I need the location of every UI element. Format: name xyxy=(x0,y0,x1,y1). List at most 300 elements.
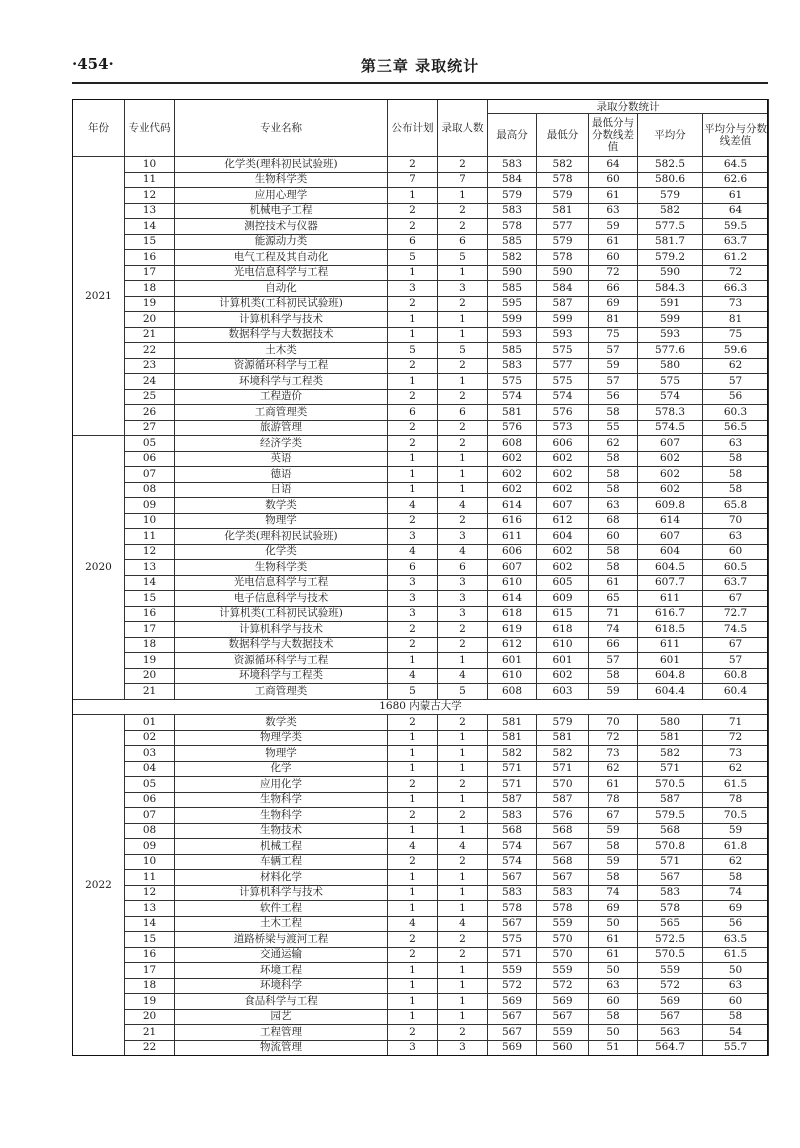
name-cell: 物理学 xyxy=(175,746,388,762)
min-cell: 576 xyxy=(537,405,589,421)
name-cell: 材料化学 xyxy=(175,870,388,886)
plan-cell: 4 xyxy=(388,668,438,684)
avg-cell: 604 xyxy=(638,544,703,560)
avg-diff-cell: 61 xyxy=(703,188,769,204)
code-cell: 17 xyxy=(125,622,175,638)
code-cell: 05 xyxy=(125,777,175,793)
table-row xyxy=(73,1025,769,1041)
min-diff-cell: 55 xyxy=(589,420,638,436)
name-cell: 工程管理 xyxy=(175,1025,388,1041)
table-row xyxy=(73,591,769,607)
min-diff-cell: 60 xyxy=(589,529,638,545)
min-diff-cell: 57 xyxy=(589,653,638,669)
min-diff-cell: 59 xyxy=(589,854,638,870)
avg-cell: 570.5 xyxy=(638,947,703,963)
avg-cell: 577.5 xyxy=(638,219,703,235)
admitted-cell: 1 xyxy=(438,994,488,1010)
min-diff-cell: 59 xyxy=(589,823,638,839)
min-diff-cell: 58 xyxy=(589,560,638,576)
min-cell: 581 xyxy=(537,203,589,219)
max-cell: 567 xyxy=(488,1025,537,1041)
admitted-cell: 1 xyxy=(438,746,488,762)
code-cell: 12 xyxy=(125,188,175,204)
max-cell: 568 xyxy=(488,823,537,839)
avg-diff-cell: 72 xyxy=(703,265,769,281)
max-cell: 574 xyxy=(488,389,537,405)
avg-cell: 572.5 xyxy=(638,932,703,948)
code-cell: 12 xyxy=(125,885,175,901)
code-cell: 11 xyxy=(125,172,175,188)
table-row xyxy=(73,1040,769,1056)
avg-cell: 567 xyxy=(638,1009,703,1025)
min-diff-cell: 50 xyxy=(589,963,638,979)
admitted-cell: 1 xyxy=(438,963,488,979)
min-cell: 559 xyxy=(537,916,589,932)
plan-cell: 4 xyxy=(388,544,438,560)
min-diff-cell: 58 xyxy=(589,1009,638,1025)
min-cell: 612 xyxy=(537,513,589,529)
plan-cell: 5 xyxy=(388,250,438,266)
max-cell: 587 xyxy=(488,792,537,808)
min-cell: 579 xyxy=(537,715,589,731)
plan-cell: 1 xyxy=(388,653,438,669)
max-cell: 576 xyxy=(488,420,537,436)
name-cell: 环境科学 xyxy=(175,978,388,994)
max-cell: 583 xyxy=(488,157,537,173)
avg-cell: 581 xyxy=(638,730,703,746)
avg-diff-cell: 59 xyxy=(703,823,769,839)
min-cell: 574 xyxy=(537,389,589,405)
min-diff-cell: 62 xyxy=(589,761,638,777)
min-diff-cell: 51 xyxy=(589,1040,638,1056)
avg-diff-cell: 67 xyxy=(703,591,769,607)
header-plan: 公布计划 xyxy=(388,100,438,157)
code-cell: 14 xyxy=(125,575,175,591)
plan-cell: 2 xyxy=(388,420,438,436)
min-cell: 559 xyxy=(537,1025,589,1041)
code-cell: 07 xyxy=(125,808,175,824)
min-cell: 578 xyxy=(537,172,589,188)
min-diff-cell: 60 xyxy=(589,250,638,266)
min-cell: 618 xyxy=(537,622,589,638)
table-row xyxy=(73,436,769,452)
table-row xyxy=(73,978,769,994)
min-cell: 602 xyxy=(537,544,589,560)
min-diff-cell: 63 xyxy=(589,498,638,514)
avg-diff-cell: 56 xyxy=(703,916,769,932)
plan-cell: 1 xyxy=(388,730,438,746)
table-row xyxy=(73,529,769,545)
table-row xyxy=(73,653,769,669)
table-row xyxy=(73,901,769,917)
min-diff-cell: 50 xyxy=(589,1025,638,1041)
avg-cell: 602 xyxy=(638,482,703,498)
avg-diff-cell: 60 xyxy=(703,994,769,1010)
table-row xyxy=(73,823,769,839)
min-cell: 603 xyxy=(537,684,589,700)
table-row xyxy=(73,281,769,297)
table-row xyxy=(73,932,769,948)
min-diff-cell: 61 xyxy=(589,932,638,948)
max-cell: 581 xyxy=(488,405,537,421)
max-cell: 579 xyxy=(488,188,537,204)
name-cell: 食品科学与工程 xyxy=(175,994,388,1010)
avg-diff-cell: 63 xyxy=(703,529,769,545)
min-cell: 601 xyxy=(537,653,589,669)
admitted-cell: 2 xyxy=(438,947,488,963)
code-cell: 08 xyxy=(125,823,175,839)
min-diff-cell: 58 xyxy=(589,482,638,498)
avg-diff-cell: 58 xyxy=(703,451,769,467)
avg-diff-cell: 73 xyxy=(703,296,769,312)
admitted-cell: 2 xyxy=(438,436,488,452)
min-cell: 567 xyxy=(537,870,589,886)
avg-cell: 582.5 xyxy=(638,157,703,173)
min-cell: 584 xyxy=(537,281,589,297)
name-cell: 电气工程及其自动化 xyxy=(175,250,388,266)
table-row xyxy=(73,637,769,653)
admitted-cell: 2 xyxy=(438,420,488,436)
avg-cell: 590 xyxy=(638,265,703,281)
min-cell: 567 xyxy=(537,839,589,855)
avg-diff-cell: 59.5 xyxy=(703,219,769,235)
table-row xyxy=(73,234,769,250)
avg-cell: 607 xyxy=(638,529,703,545)
name-cell: 资源循环科学与工程 xyxy=(175,358,388,374)
avg-diff-cell: 69 xyxy=(703,901,769,917)
table-row xyxy=(73,203,769,219)
avg-diff-cell: 63 xyxy=(703,436,769,452)
table-row xyxy=(73,746,769,762)
plan-cell: 2 xyxy=(388,203,438,219)
code-cell: 15 xyxy=(125,932,175,948)
header-year: 年份 xyxy=(73,100,125,157)
code-cell: 12 xyxy=(125,544,175,560)
min-cell: 602 xyxy=(537,451,589,467)
table-row xyxy=(73,730,769,746)
header-admitted: 录取人数 xyxy=(438,100,488,157)
min-cell: 581 xyxy=(537,730,589,746)
avg-cell: 578.3 xyxy=(638,405,703,421)
table-row xyxy=(73,761,769,777)
min-diff-cell: 58 xyxy=(589,451,638,467)
avg-cell: 580.6 xyxy=(638,172,703,188)
table-row xyxy=(73,420,769,436)
avg-diff-cell: 58 xyxy=(703,870,769,886)
header-avg: 平均分 xyxy=(638,114,703,157)
name-cell: 日语 xyxy=(175,482,388,498)
max-cell: 593 xyxy=(488,327,537,343)
plan-cell: 1 xyxy=(388,746,438,762)
plan-cell: 6 xyxy=(388,405,438,421)
university-group-row xyxy=(73,699,769,715)
avg-diff-cell: 61.2 xyxy=(703,250,769,266)
avg-cell: 602 xyxy=(638,451,703,467)
avg-diff-cell: 62 xyxy=(703,761,769,777)
avg-diff-cell: 72.7 xyxy=(703,606,769,622)
min-cell: 575 xyxy=(537,374,589,390)
admitted-cell: 1 xyxy=(438,1009,488,1025)
min-cell: 602 xyxy=(537,668,589,684)
avg-cell: 570.5 xyxy=(638,777,703,793)
min-diff-cell: 60 xyxy=(589,172,638,188)
code-cell: 10 xyxy=(125,157,175,173)
name-cell: 电子信息科学与技术 xyxy=(175,591,388,607)
min-diff-cell: 61 xyxy=(589,575,638,591)
admitted-cell: 3 xyxy=(438,575,488,591)
avg-cell: 579.5 xyxy=(638,808,703,824)
avg-diff-cell: 74 xyxy=(703,885,769,901)
name-cell: 应用化学 xyxy=(175,777,388,793)
admitted-cell: 2 xyxy=(438,1025,488,1041)
code-cell: 21 xyxy=(125,327,175,343)
code-cell: 16 xyxy=(125,947,175,963)
plan-cell: 3 xyxy=(388,591,438,607)
avg-cell: 571 xyxy=(638,854,703,870)
min-cell: 582 xyxy=(537,746,589,762)
max-cell: 599 xyxy=(488,312,537,328)
avg-diff-cell: 61.8 xyxy=(703,839,769,855)
min-diff-cell: 59 xyxy=(589,684,638,700)
table-row xyxy=(73,296,769,312)
admitted-cell: 1 xyxy=(438,482,488,498)
name-cell: 生物科学 xyxy=(175,792,388,808)
max-cell: 574 xyxy=(488,854,537,870)
admitted-cell: 3 xyxy=(438,606,488,622)
avg-cell: 567 xyxy=(638,870,703,886)
min-cell: 610 xyxy=(537,637,589,653)
code-cell: 26 xyxy=(125,405,175,421)
admitted-cell: 6 xyxy=(438,560,488,576)
avg-diff-cell: 54 xyxy=(703,1025,769,1041)
table-row xyxy=(73,498,769,514)
admitted-cell: 5 xyxy=(438,343,488,359)
code-cell: 15 xyxy=(125,234,175,250)
avg-diff-cell: 61.5 xyxy=(703,777,769,793)
plan-cell: 6 xyxy=(388,234,438,250)
year-cell: 2021 xyxy=(73,157,125,436)
table-row xyxy=(73,808,769,824)
plan-cell: 1 xyxy=(388,994,438,1010)
code-cell: 17 xyxy=(125,265,175,281)
plan-cell: 3 xyxy=(388,281,438,297)
code-cell: 18 xyxy=(125,281,175,297)
avg-diff-cell: 72 xyxy=(703,730,769,746)
min-diff-cell: 72 xyxy=(589,265,638,281)
plan-cell: 1 xyxy=(388,265,438,281)
table-row xyxy=(73,606,769,622)
admitted-cell: 1 xyxy=(438,312,488,328)
min-cell: 578 xyxy=(537,901,589,917)
avg-cell: 587 xyxy=(638,792,703,808)
admitted-cell: 6 xyxy=(438,234,488,250)
name-cell: 机械电子工程 xyxy=(175,203,388,219)
min-diff-cell: 61 xyxy=(589,188,638,204)
max-cell: 601 xyxy=(488,653,537,669)
plan-cell: 6 xyxy=(388,560,438,576)
code-cell: 13 xyxy=(125,203,175,219)
table-row xyxy=(73,312,769,328)
max-cell: 559 xyxy=(488,963,537,979)
name-cell: 环境科学与工程类 xyxy=(175,374,388,390)
name-cell: 物理学类 xyxy=(175,730,388,746)
max-cell: 618 xyxy=(488,606,537,622)
avg-diff-cell: 70.5 xyxy=(703,808,769,824)
code-cell: 13 xyxy=(125,560,175,576)
avg-cell: 584.3 xyxy=(638,281,703,297)
plan-cell: 1 xyxy=(388,901,438,917)
name-cell: 生物科学类 xyxy=(175,172,388,188)
min-diff-cell: 56 xyxy=(589,389,638,405)
avg-cell: 563 xyxy=(638,1025,703,1041)
min-cell: 599 xyxy=(537,312,589,328)
plan-cell: 5 xyxy=(388,684,438,700)
plan-cell: 1 xyxy=(388,870,438,886)
avg-cell: 577.6 xyxy=(638,343,703,359)
avg-cell: 611 xyxy=(638,591,703,607)
avg-diff-cell: 78 xyxy=(703,792,769,808)
admission-stats-table xyxy=(72,99,769,1056)
table-row xyxy=(73,188,769,204)
avg-cell: 582 xyxy=(638,203,703,219)
avg-cell: 602 xyxy=(638,467,703,483)
avg-cell: 607 xyxy=(638,436,703,452)
table-row xyxy=(73,482,769,498)
admitted-cell: 1 xyxy=(438,374,488,390)
min-diff-cell: 78 xyxy=(589,792,638,808)
max-cell: 578 xyxy=(488,219,537,235)
avg-diff-cell: 58 xyxy=(703,467,769,483)
avg-diff-cell: 55.7 xyxy=(703,1040,769,1056)
code-cell: 14 xyxy=(125,916,175,932)
avg-cell: 583 xyxy=(638,885,703,901)
min-diff-cell: 59 xyxy=(589,358,638,374)
admitted-cell: 3 xyxy=(438,1040,488,1056)
min-diff-cell: 69 xyxy=(589,901,638,917)
table-row xyxy=(73,265,769,281)
name-cell: 生物技术 xyxy=(175,823,388,839)
admitted-cell: 4 xyxy=(438,668,488,684)
max-cell: 571 xyxy=(488,947,537,963)
plan-cell: 3 xyxy=(388,606,438,622)
table-row xyxy=(73,451,769,467)
name-cell: 物流管理 xyxy=(175,1040,388,1056)
min-diff-cell: 57 xyxy=(589,374,638,390)
plan-cell: 1 xyxy=(388,467,438,483)
name-cell: 软件工程 xyxy=(175,901,388,917)
code-cell: 21 xyxy=(125,1025,175,1041)
name-cell: 能源动力类 xyxy=(175,234,388,250)
plan-cell: 2 xyxy=(388,157,438,173)
min-diff-cell: 65 xyxy=(589,591,638,607)
min-diff-cell: 63 xyxy=(589,203,638,219)
table-body xyxy=(73,157,769,1056)
table-row xyxy=(73,854,769,870)
avg-diff-cell: 56 xyxy=(703,389,769,405)
min-cell: 605 xyxy=(537,575,589,591)
min-diff-cell: 50 xyxy=(589,916,638,932)
min-diff-cell: 73 xyxy=(589,746,638,762)
admitted-cell: 2 xyxy=(438,622,488,638)
avg-cell: 581.7 xyxy=(638,234,703,250)
table-row xyxy=(73,358,769,374)
plan-cell: 1 xyxy=(388,188,438,204)
max-cell: 571 xyxy=(488,761,537,777)
max-cell: 569 xyxy=(488,994,537,1010)
code-cell: 19 xyxy=(125,653,175,669)
avg-cell: 618.5 xyxy=(638,622,703,638)
code-cell: 10 xyxy=(125,854,175,870)
plan-cell: 2 xyxy=(388,219,438,235)
admitted-cell: 1 xyxy=(438,978,488,994)
code-cell: 19 xyxy=(125,296,175,312)
code-cell: 02 xyxy=(125,730,175,746)
min-diff-cell: 58 xyxy=(589,467,638,483)
min-diff-cell: 61 xyxy=(589,234,638,250)
code-cell: 11 xyxy=(125,870,175,886)
admitted-cell: 5 xyxy=(438,250,488,266)
chapter-title: 第三章 录取统计 xyxy=(360,57,480,75)
name-cell: 土木类 xyxy=(175,343,388,359)
min-cell: 559 xyxy=(537,963,589,979)
avg-cell: 601 xyxy=(638,653,703,669)
avg-diff-cell: 56.5 xyxy=(703,420,769,436)
code-cell: 15 xyxy=(125,591,175,607)
plan-cell: 3 xyxy=(388,575,438,591)
avg-diff-cell: 64 xyxy=(703,203,769,219)
table-row xyxy=(73,668,769,684)
admitted-cell: 2 xyxy=(438,358,488,374)
table-row xyxy=(73,219,769,235)
name-cell: 计算机类(工科初民试验班) xyxy=(175,296,388,312)
plan-cell: 1 xyxy=(388,1009,438,1025)
avg-diff-cell: 67 xyxy=(703,637,769,653)
code-cell: 18 xyxy=(125,637,175,653)
header-name: 专业名称 xyxy=(175,100,388,157)
admitted-cell: 2 xyxy=(438,203,488,219)
max-cell: 567 xyxy=(488,870,537,886)
admitted-cell: 1 xyxy=(438,653,488,669)
avg-cell: 574.5 xyxy=(638,420,703,436)
admitted-cell: 3 xyxy=(438,591,488,607)
plan-cell: 7 xyxy=(388,172,438,188)
max-cell: 585 xyxy=(488,343,537,359)
name-cell: 计算机科学与技术 xyxy=(175,885,388,901)
avg-cell: 564.7 xyxy=(638,1040,703,1056)
min-diff-cell: 71 xyxy=(589,606,638,622)
max-cell: 583 xyxy=(488,808,537,824)
code-cell: 04 xyxy=(125,761,175,777)
plan-cell: 2 xyxy=(388,808,438,824)
avg-cell: 569 xyxy=(638,994,703,1010)
min-cell: 587 xyxy=(537,296,589,312)
avg-cell: 607.7 xyxy=(638,575,703,591)
plan-cell: 1 xyxy=(388,823,438,839)
admitted-cell: 1 xyxy=(438,761,488,777)
name-cell: 化学类 xyxy=(175,544,388,560)
code-cell: 20 xyxy=(125,668,175,684)
avg-diff-cell: 62.6 xyxy=(703,172,769,188)
min-diff-cell: 66 xyxy=(589,637,638,653)
header-min: 最低分 xyxy=(537,114,589,157)
name-cell: 化学类(理科初民试验班) xyxy=(175,529,388,545)
table-row xyxy=(73,839,769,855)
avg-cell: 572 xyxy=(638,978,703,994)
table-row xyxy=(73,560,769,576)
admitted-cell: 3 xyxy=(438,281,488,297)
min-cell: 575 xyxy=(537,343,589,359)
min-diff-cell: 58 xyxy=(589,668,638,684)
